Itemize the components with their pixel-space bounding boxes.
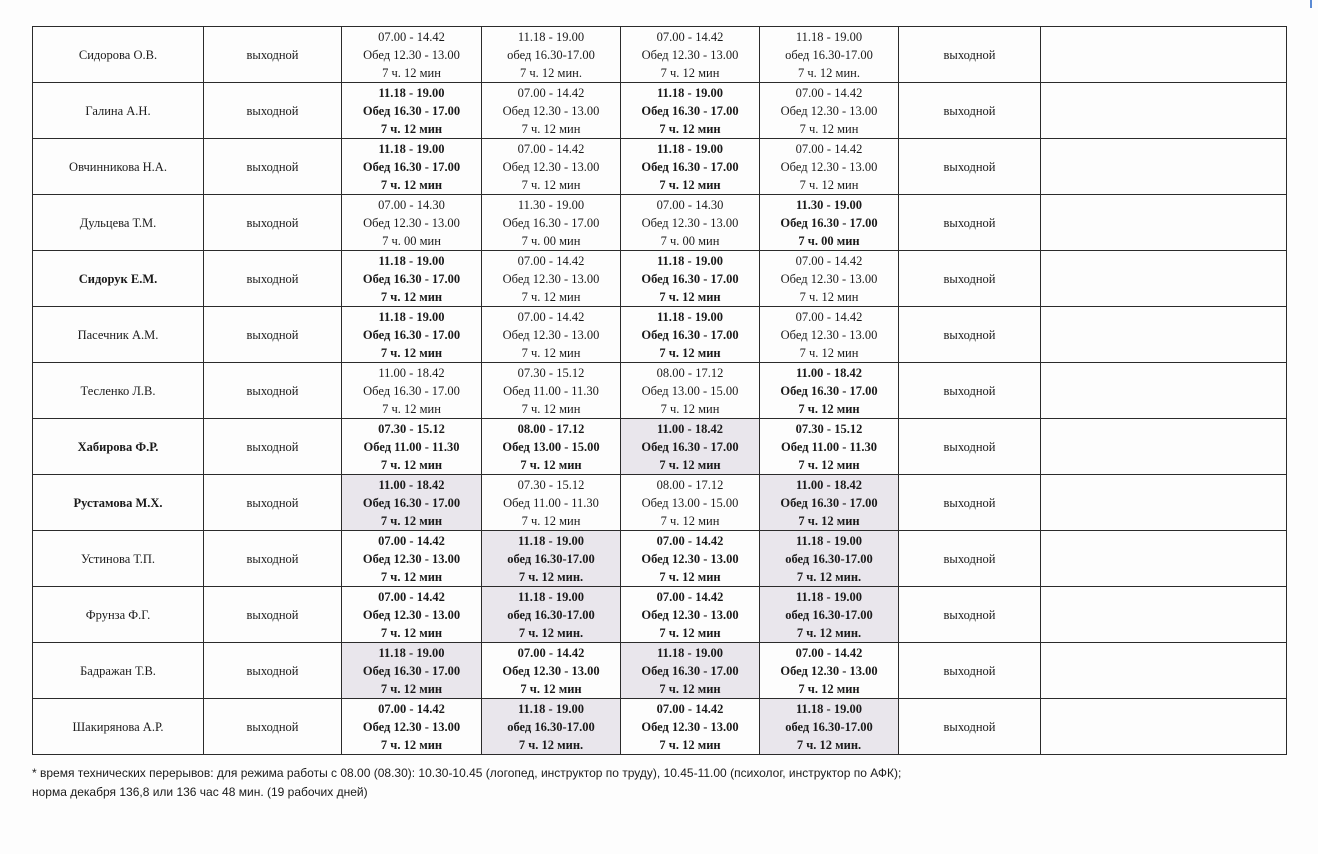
- shift-duration: 7 ч. 12 мин: [659, 681, 721, 696]
- shift-hours: 11.18 - 19.00: [657, 141, 723, 156]
- shift-hours: 07.00 - 14.42: [517, 253, 585, 268]
- shift-cell: [482, 251, 621, 307]
- shift-hours: 07.00 - 14.42: [656, 589, 724, 604]
- shift-duration: 7 ч. 12 мин: [521, 345, 581, 360]
- shift-duration: 7 ч. 12 мин: [660, 65, 720, 80]
- lunch-break: Обед 16.30 - 17.00: [641, 103, 739, 118]
- empty-cell: [1041, 475, 1287, 531]
- employee-name: Овчинникова Н.А.: [33, 139, 204, 195]
- shift-cell: [621, 27, 760, 83]
- shift-hours: 11.00 - 18.42: [796, 365, 862, 380]
- shift-hours: 07.00 - 14.42: [795, 253, 863, 268]
- employee-name: Устинова Т.П.: [33, 531, 204, 587]
- shift-cell: [342, 699, 482, 755]
- shift-cell: [342, 531, 482, 587]
- day-off-cell: выходной: [899, 419, 1041, 475]
- empty-cell: [1041, 587, 1287, 643]
- empty-cell: [1041, 195, 1287, 251]
- shift-cell: [621, 475, 760, 531]
- shift-duration: 7 ч. 12 мин: [382, 401, 441, 416]
- shift-hours: 07.30 - 15.12: [517, 477, 585, 492]
- shift-duration: 7 ч. 12 мин.: [518, 569, 584, 584]
- shift-cell: [482, 587, 621, 643]
- shift-hours: 11.18 - 19.00: [378, 85, 445, 100]
- shift-duration: 7 ч. 12 мин.: [796, 625, 862, 640]
- lunch-break: Обед 16.30 - 17.00: [362, 495, 461, 510]
- shift-hours: 11.18 - 19.00: [517, 29, 585, 44]
- shift-cell: [482, 195, 621, 251]
- shift-cell: [342, 307, 482, 363]
- shift-cell: [482, 531, 621, 587]
- shift-duration: 7 ч. 12 мин: [798, 681, 860, 696]
- employee-name: Сидорова О.В.: [33, 27, 204, 83]
- lunch-break: Обед 16.30 - 17.00: [641, 159, 739, 174]
- shift-hours: 11.18 - 19.00: [378, 309, 445, 324]
- empty-cell: [1041, 251, 1287, 307]
- shift-duration: 7 ч. 12 мин: [659, 177, 721, 192]
- shift-cell: [760, 139, 899, 195]
- table-row: [33, 251, 1287, 307]
- shift-duration: 7 ч. 12 мин: [520, 457, 582, 472]
- shift-hours: 11.18 - 19.00: [378, 141, 445, 156]
- shift-hours: 11.18 - 19.00: [657, 253, 723, 268]
- shift-duration: 7 ч. 12 мин.: [798, 65, 860, 80]
- shift-hours: 07.30 - 15.12: [795, 421, 863, 436]
- shift-duration: 7 ч. 12 мин: [659, 625, 721, 640]
- day-off-cell: выходной: [899, 531, 1041, 587]
- lunch-break: Обед 12.30 - 13.00: [641, 551, 739, 566]
- day-off-cell: выходной: [899, 83, 1041, 139]
- schedule-table: [32, 26, 1287, 755]
- footnote-breaks: * время технических перерывов: для режима работы с 08.00 (08.30): 10.30-10.45 (логопед, инструктор по труду), 10.45-11.00 (психолог, инструктор по АФК);: [32, 766, 902, 780]
- shift-hours: 07.00 - 14.30: [378, 197, 445, 212]
- shift-hours: 11.18 - 19.00: [796, 533, 862, 548]
- day-off-cell: выходной: [204, 531, 342, 587]
- shift-cell: [342, 195, 482, 251]
- day-off-cell: выходной: [899, 195, 1041, 251]
- lunch-break: Обед 11.00 - 11.30: [503, 495, 599, 510]
- shift-cell: [342, 643, 482, 699]
- shift-duration: 7 ч. 12 мин.: [796, 737, 862, 752]
- lunch-break: Обед 12.30 - 13.00: [780, 663, 878, 678]
- shift-duration: 7 ч. 12 мин: [799, 121, 859, 136]
- table-row: [33, 195, 1287, 251]
- shift-duration: 7 ч. 12 мин.: [796, 569, 862, 584]
- lunch-break: Обед 16.30 - 17.00: [362, 103, 461, 118]
- shift-duration: 7 ч. 12 мин: [380, 457, 443, 472]
- lunch-break: Обед 16.30 - 17.00: [780, 495, 878, 510]
- shift-hours: 07.00 - 14.42: [378, 589, 445, 604]
- day-off-cell: выходной: [204, 83, 342, 139]
- lunch-break: Обед 16.30 - 17.00: [641, 271, 739, 286]
- shift-cell: [760, 475, 899, 531]
- shift-duration: 7 ч. 12 мин: [521, 401, 581, 416]
- employee-name: Бадражан Т.В.: [33, 643, 204, 699]
- empty-cell: [1041, 27, 1287, 83]
- shift-cell: [342, 251, 482, 307]
- footnotes: [32, 764, 901, 802]
- lunch-break: Обед 11.00 - 11.30: [503, 383, 599, 398]
- shift-duration: 7 ч. 12 мин.: [518, 737, 584, 752]
- shift-hours: 11.18 - 19.00: [657, 85, 723, 100]
- shift-hours: 11.18 - 19.00: [518, 701, 584, 716]
- shift-cell: [621, 195, 760, 251]
- shift-duration: 7 ч. 12 мин.: [518, 625, 584, 640]
- lunch-break: Обед 12.30 - 13.00: [502, 327, 600, 342]
- empty-cell: [1041, 363, 1287, 419]
- lunch-break: Обед 13.00 - 15.00: [502, 439, 600, 454]
- employee-name: Пасечник А.М.: [33, 307, 204, 363]
- shift-hours: 07.00 - 14.42: [795, 141, 863, 156]
- day-off-cell: выходной: [899, 363, 1041, 419]
- shift-cell: [760, 699, 899, 755]
- shift-hours: 07.00 - 14.42: [378, 29, 445, 44]
- shift-cell: [482, 83, 621, 139]
- empty-cell: [1041, 139, 1287, 195]
- lunch-break: обед 16.30-17.00: [785, 47, 873, 62]
- lunch-break: Обед 16.30 - 17.00: [641, 327, 739, 342]
- lunch-break: Обед 12.30 - 13.00: [363, 47, 460, 62]
- lunch-break: Обед 12.30 - 13.00: [780, 103, 878, 118]
- employee-name: Шакирянова А.Р.: [33, 699, 204, 755]
- employee-name: Тесленко Л.В.: [33, 363, 204, 419]
- shift-cell: [760, 195, 899, 251]
- shift-cell: [621, 139, 760, 195]
- shift-hours: 11.30 - 19.00: [796, 197, 862, 212]
- employee-name: Дульцева Т.М.: [33, 195, 204, 251]
- shift-cell: [760, 587, 899, 643]
- table-row: [33, 363, 1287, 419]
- table-row: [33, 307, 1287, 363]
- scan-mark: [1310, 0, 1312, 8]
- shift-hours: 11.30 - 19.00: [517, 197, 585, 212]
- empty-cell: [1041, 307, 1287, 363]
- shift-cell: [760, 251, 899, 307]
- lunch-break: Обед 12.30 - 13.00: [641, 607, 739, 622]
- shift-hours: 07.00 - 14.42: [795, 85, 863, 100]
- shift-cell: [482, 307, 621, 363]
- day-off-cell: выходной: [204, 587, 342, 643]
- lunch-break: Обед 16.30 - 17.00: [363, 383, 460, 398]
- table-row: [33, 643, 1287, 699]
- shift-duration: 7 ч. 12 мин: [380, 345, 443, 360]
- shift-hours: 11.00 - 18.42: [796, 477, 862, 492]
- shift-duration: 7 ч. 12 мин: [660, 401, 720, 416]
- shift-hours: 11.18 - 19.00: [518, 533, 584, 548]
- shift-duration: 7 ч. 12 мин: [380, 737, 443, 752]
- table-row: [33, 27, 1287, 83]
- shift-cell: [342, 475, 482, 531]
- lunch-break: Обед 12.30 - 13.00: [502, 103, 600, 118]
- shift-hours: 11.00 - 18.42: [657, 421, 723, 436]
- empty-cell: [1041, 83, 1287, 139]
- shift-duration: 7 ч. 00 мин: [521, 233, 581, 248]
- shift-duration: 7 ч. 12 мин: [799, 177, 859, 192]
- shift-cell: [760, 419, 899, 475]
- day-off-cell: выходной: [899, 307, 1041, 363]
- shift-cell: [760, 531, 899, 587]
- lunch-break: Обед 12.30 - 13.00: [641, 47, 739, 62]
- shift-hours: 07.00 - 14.42: [378, 701, 445, 716]
- shift-cell: [621, 363, 760, 419]
- shift-duration: 7 ч. 12 мин: [521, 177, 581, 192]
- lunch-break: Обед 12.30 - 13.00: [362, 719, 461, 734]
- lunch-break: Обед 16.30 - 17.00: [362, 159, 461, 174]
- day-off-cell: выходной: [204, 363, 342, 419]
- shift-cell: [621, 83, 760, 139]
- shift-hours: 07.00 - 14.42: [378, 533, 445, 548]
- shift-duration: 7 ч. 12 мин: [659, 289, 721, 304]
- lunch-break: обед 16.30-17.00: [507, 551, 595, 566]
- shift-duration: 7 ч. 12 мин: [799, 345, 859, 360]
- employee-name: Фрунза Ф.Г.: [33, 587, 204, 643]
- shift-duration: 7 ч. 12 мин: [380, 289, 443, 304]
- shift-cell: [342, 363, 482, 419]
- lunch-break: Обед 12.30 - 13.00: [641, 215, 739, 230]
- shift-cell: [760, 83, 899, 139]
- shift-cell: [342, 139, 482, 195]
- shift-cell: [482, 27, 621, 83]
- shift-cell: [621, 419, 760, 475]
- shift-hours: 07.00 - 14.42: [795, 645, 863, 660]
- shift-cell: [760, 643, 899, 699]
- day-off-cell: выходной: [204, 27, 342, 83]
- lunch-break: обед 16.30-17.00: [507, 607, 595, 622]
- day-off-cell: выходной: [204, 419, 342, 475]
- shift-hours: 07.00 - 14.42: [656, 533, 724, 548]
- lunch-break: обед 16.30-17.00: [507, 47, 595, 62]
- shift-duration: 7 ч. 12 мин: [380, 177, 443, 192]
- empty-cell: [1041, 419, 1287, 475]
- shift-cell: [760, 27, 899, 83]
- shift-duration: 7 ч. 00 мин: [382, 233, 441, 248]
- shift-duration: 7 ч. 12 мин: [520, 681, 582, 696]
- lunch-break: Обед 12.30 - 13.00: [780, 159, 878, 174]
- shift-hours: 11.18 - 19.00: [796, 701, 862, 716]
- day-off-cell: выходной: [204, 307, 342, 363]
- shift-hours: 07.00 - 14.42: [517, 645, 585, 660]
- shift-duration: 7 ч. 12 мин: [380, 625, 443, 640]
- empty-cell: [1041, 531, 1287, 587]
- shift-duration: 7 ч. 00 мин: [660, 233, 720, 248]
- lunch-break: Обед 13.00 - 15.00: [641, 383, 739, 398]
- shift-duration: 7 ч. 12 мин: [798, 513, 860, 528]
- shift-duration: 7 ч. 00 мин: [798, 233, 860, 248]
- shift-cell: [342, 587, 482, 643]
- shift-hours: 11.18 - 19.00: [657, 309, 723, 324]
- day-off-cell: выходной: [899, 699, 1041, 755]
- lunch-break: Обед 16.30 - 17.00: [641, 439, 739, 454]
- lunch-break: Обед 16.30 - 17.00: [641, 663, 739, 678]
- shift-cell: [482, 139, 621, 195]
- shift-hours: 11.00 - 18.42: [378, 365, 445, 380]
- shift-duration: 7 ч. 12 мин: [380, 681, 443, 696]
- shift-cell: [760, 307, 899, 363]
- table-row: [33, 475, 1287, 531]
- schedule-rows: [33, 27, 1287, 755]
- shift-duration: 7 ч. 12 мин.: [520, 65, 582, 80]
- lunch-break: Обед 16.30 - 17.00: [502, 215, 600, 230]
- shift-hours: 11.18 - 19.00: [378, 253, 445, 268]
- shift-duration: 7 ч. 12 мин: [799, 289, 859, 304]
- lunch-break: Обед 16.30 - 17.00: [780, 215, 878, 230]
- lunch-break: Обед 12.30 - 13.00: [780, 327, 878, 342]
- lunch-break: Обед 12.30 - 13.00: [502, 663, 600, 678]
- day-off-cell: выходной: [899, 251, 1041, 307]
- shift-duration: 7 ч. 12 мин: [660, 513, 720, 528]
- shift-hours: 07.00 - 14.42: [795, 309, 863, 324]
- lunch-break: Обед 12.30 - 13.00: [780, 271, 878, 286]
- lunch-break: Обед 12.30 - 13.00: [502, 271, 600, 286]
- day-off-cell: выходной: [899, 139, 1041, 195]
- shift-cell: [342, 419, 482, 475]
- shift-cell: [621, 643, 760, 699]
- employee-name: Хабирова Ф.Р.: [33, 419, 204, 475]
- shift-duration: 7 ч. 12 мин: [382, 65, 441, 80]
- lunch-break: обед 16.30-17.00: [507, 719, 595, 734]
- lunch-break: Обед 16.30 - 17.00: [362, 271, 461, 286]
- table-row: [33, 531, 1287, 587]
- shift-duration: 7 ч. 12 мин: [380, 121, 443, 136]
- shift-duration: 7 ч. 12 мин: [798, 457, 860, 472]
- lunch-break: Обед 11.00 - 11.30: [781, 439, 877, 454]
- shift-hours: 07.00 - 14.42: [517, 85, 585, 100]
- table-row: [33, 83, 1287, 139]
- shift-hours: 07.00 - 14.42: [656, 701, 724, 716]
- shift-duration: 7 ч. 12 мин: [659, 737, 721, 752]
- lunch-break: Обед 12.30 - 13.00: [362, 607, 461, 622]
- shift-hours: 07.00 - 14.42: [656, 29, 724, 44]
- lunch-break: Обед 12.30 - 13.00: [363, 215, 460, 230]
- shift-duration: 7 ч. 12 мин: [521, 121, 581, 136]
- day-off-cell: выходной: [204, 139, 342, 195]
- shift-hours: 07.00 - 14.30: [656, 197, 724, 212]
- shift-cell: [482, 363, 621, 419]
- shift-cell: [621, 307, 760, 363]
- empty-cell: [1041, 643, 1287, 699]
- shift-cell: [482, 699, 621, 755]
- shift-cell: [621, 587, 760, 643]
- shift-cell: [342, 83, 482, 139]
- lunch-break: Обед 13.00 - 15.00: [641, 495, 739, 510]
- shift-duration: 7 ч. 12 мин: [659, 569, 721, 584]
- lunch-break: Обед 16.30 - 17.00: [780, 383, 878, 398]
- lunch-break: Обед 16.30 - 17.00: [362, 327, 461, 342]
- lunch-break: обед 16.30-17.00: [785, 719, 873, 734]
- shift-hours: 11.18 - 19.00: [378, 645, 445, 660]
- table-row: [33, 419, 1287, 475]
- footnote-norm: норма декабря 136,8 или 136 час 48 мин. (19 рабочих дней): [32, 785, 368, 799]
- day-off-cell: выходной: [204, 195, 342, 251]
- shift-cell: [760, 363, 899, 419]
- shift-hours: 07.30 - 15.12: [517, 365, 585, 380]
- lunch-break: Обед 12.30 - 13.00: [641, 719, 739, 734]
- day-off-cell: выходной: [899, 27, 1041, 83]
- shift-hours: 11.18 - 19.00: [518, 589, 584, 604]
- lunch-break: обед 16.30-17.00: [785, 551, 873, 566]
- shift-duration: 7 ч. 12 мин: [521, 289, 581, 304]
- shift-hours: 08.00 - 17.12: [656, 477, 724, 492]
- shift-duration: 7 ч. 12 мин: [659, 345, 721, 360]
- shift-cell: [482, 419, 621, 475]
- shift-hours: 11.18 - 19.00: [657, 645, 723, 660]
- day-off-cell: выходной: [899, 587, 1041, 643]
- shift-cell: [621, 251, 760, 307]
- shift-hours: 08.00 - 17.12: [517, 421, 585, 436]
- shift-duration: 7 ч. 12 мин: [380, 513, 443, 528]
- shift-hours: 07.00 - 14.42: [517, 309, 585, 324]
- shift-cell: [482, 475, 621, 531]
- shift-hours: 11.00 - 18.42: [378, 477, 445, 492]
- employee-name: Сидорук Е.М.: [33, 251, 204, 307]
- employee-name: Галина А.Н.: [33, 83, 204, 139]
- lunch-break: обед 16.30-17.00: [785, 607, 873, 622]
- table-row: [33, 699, 1287, 755]
- lunch-break: Обед 12.30 - 13.00: [362, 551, 461, 566]
- day-off-cell: выходной: [204, 699, 342, 755]
- shift-hours: 07.30 - 15.12: [378, 421, 445, 436]
- lunch-break: Обед 12.30 - 13.00: [502, 159, 600, 174]
- shift-duration: 7 ч. 12 мин: [380, 569, 443, 584]
- day-off-cell: выходной: [204, 475, 342, 531]
- empty-cell: [1041, 699, 1287, 755]
- day-off-cell: выходной: [899, 475, 1041, 531]
- shift-duration: 7 ч. 12 мин: [521, 513, 581, 528]
- shift-duration: 7 ч. 12 мин: [798, 401, 860, 416]
- shift-cell: [342, 27, 482, 83]
- day-off-cell: выходной: [204, 643, 342, 699]
- day-off-cell: выходной: [204, 251, 342, 307]
- employee-name: Рустамова М.Х.: [33, 475, 204, 531]
- shift-hours: 11.18 - 19.00: [795, 29, 863, 44]
- day-off-cell: выходной: [899, 643, 1041, 699]
- shift-hours: 07.00 - 14.42: [517, 141, 585, 156]
- shift-cell: [621, 699, 760, 755]
- shift-cell: [482, 643, 621, 699]
- shift-cell: [621, 531, 760, 587]
- shift-hours: 08.00 - 17.12: [656, 365, 724, 380]
- shift-duration: 7 ч. 12 мин: [659, 121, 721, 136]
- lunch-break: Обед 16.30 - 17.00: [362, 663, 461, 678]
- table-row: [33, 587, 1287, 643]
- lunch-break: Обед 11.00 - 11.30: [363, 439, 460, 454]
- shift-hours: 11.18 - 19.00: [796, 589, 862, 604]
- shift-duration: 7 ч. 12 мин: [659, 457, 721, 472]
- table-row: [33, 139, 1287, 195]
